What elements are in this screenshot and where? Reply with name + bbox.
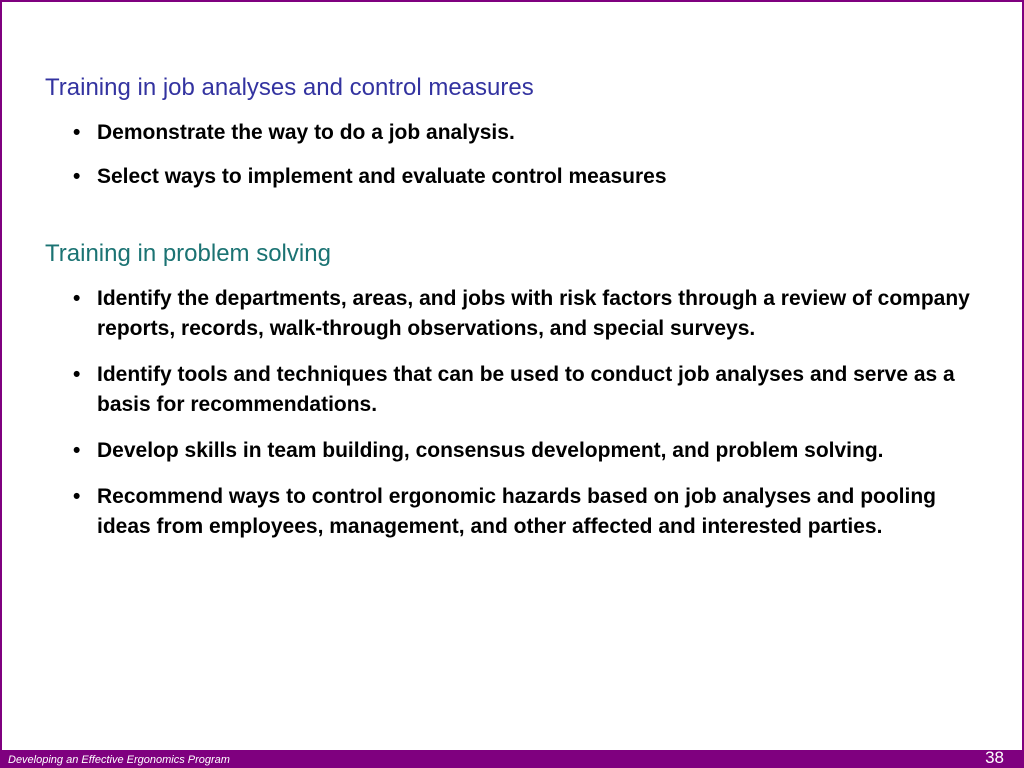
bullet-icon: • — [73, 363, 81, 386]
bullet-icon: • — [73, 165, 81, 188]
bullet-list-job-analyses — [45, 118, 995, 192]
bullet-icon: • — [73, 485, 81, 508]
section-heading-job-analyses: Training in job analyses and control measures — [45, 74, 534, 101]
bullet-icon: • — [73, 287, 81, 310]
bullet-item — [45, 118, 995, 148]
bullet-icon: • — [73, 121, 81, 144]
bullet-item — [45, 436, 995, 466]
bullet-text: Identify the departments, areas, and jobs with risk factors through a review of company reports, records, walk-through observations, and special surveys. — [97, 287, 970, 340]
bullet-item — [45, 360, 995, 420]
bullet-text: Identify tools and techniques that can be used to conduct job analyses and serve as a basis for recommendations. — [97, 363, 955, 416]
bullet-item — [45, 482, 995, 542]
bullet-text: Select ways to implement and evaluate control measures — [97, 165, 667, 188]
slide-content — [45, 72, 995, 558]
bullet-item — [45, 284, 995, 344]
bullet-icon: • — [73, 439, 81, 462]
bullet-list-problem-solving — [45, 284, 995, 542]
bullet-text: Develop skills in team building, consensus development, and problem solving. — [97, 439, 884, 462]
footer-bar — [2, 750, 1022, 768]
footer-title: Developing an Effective Ergonomics Program — [8, 754, 230, 766]
bullet-text: Recommend ways to control ergonomic hazards based on job analyses and pooling ideas from employees, management, and other affected and interested parties. — [97, 485, 936, 538]
page-number: 38 — [985, 748, 1004, 767]
bullet-text: Demonstrate the way to do a job analysis. — [97, 121, 515, 144]
bullet-item — [45, 162, 995, 192]
section-heading-problem-solving: Training in problem solving — [45, 240, 331, 267]
